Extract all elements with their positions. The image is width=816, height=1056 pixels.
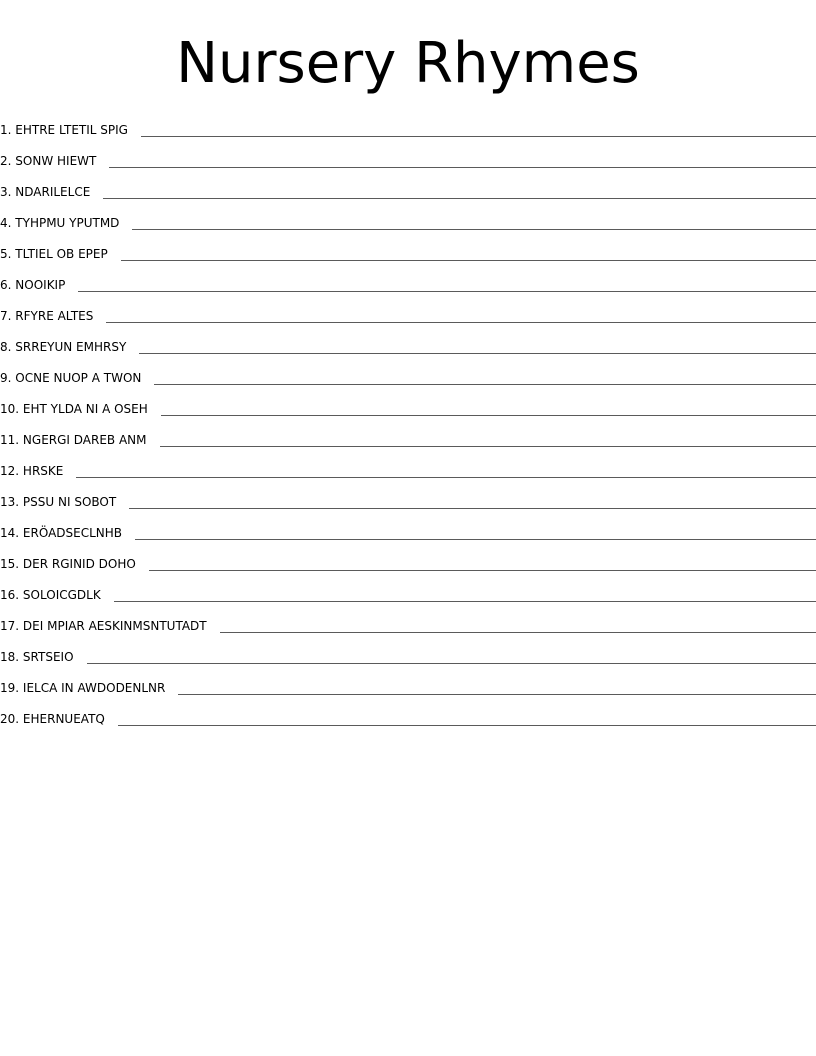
clue-text	[0, 122, 128, 141]
scrambled-word: TYHPMU YPUTMD	[15, 216, 120, 230]
answer-line[interactable]	[149, 556, 816, 571]
clue-text	[0, 153, 96, 172]
answer-line[interactable]	[78, 277, 816, 292]
scrambled-word: DEI MPIAR AESKINMSNTUTADT	[22, 619, 207, 633]
list-item	[0, 482, 816, 513]
item-number: 12 .	[0, 464, 23, 478]
list-item	[0, 420, 816, 451]
page-title: Nursery Rhymes	[176, 31, 640, 96]
list-item	[0, 141, 816, 172]
item-number: 8 .	[0, 340, 15, 354]
item-number: 6 .	[0, 278, 15, 292]
answer-line[interactable]	[160, 432, 816, 447]
item-number: 5 .	[0, 247, 15, 261]
list-item	[0, 606, 816, 637]
item-number: 3 .	[0, 185, 15, 199]
list-item	[0, 296, 816, 327]
item-number: 20 .	[0, 712, 23, 726]
list-item	[0, 699, 816, 730]
answer-line[interactable]	[220, 618, 816, 633]
list-item	[0, 265, 816, 296]
item-number: 1 .	[0, 123, 15, 137]
item-number: 10 .	[0, 402, 23, 416]
item-number: 14 .	[0, 526, 23, 540]
scrambled-word: PSSU NI SOBOT	[22, 495, 117, 509]
clue-text	[0, 525, 122, 544]
answer-line[interactable]	[141, 122, 816, 137]
clue-text	[0, 556, 136, 575]
item-number: 2 .	[0, 154, 15, 168]
item-number: 18 .	[0, 650, 23, 664]
scrambled-word: NGERGI DAREB ANM	[22, 433, 147, 447]
item-number: 4 .	[0, 216, 15, 230]
item-number: 11 .	[0, 433, 23, 447]
scrambled-word: EHTRE LTETIL SPIG	[15, 123, 128, 137]
clue-text	[0, 680, 165, 699]
list-item	[0, 110, 816, 141]
clue-text	[0, 215, 119, 234]
scrambled-word: EHERNUEATQ	[22, 712, 105, 726]
answer-line[interactable]	[178, 680, 816, 695]
answer-line[interactable]	[118, 711, 816, 726]
answer-line[interactable]	[76, 463, 816, 478]
answer-line[interactable]	[103, 184, 816, 199]
scrambled-word: NOOIKIP	[15, 278, 66, 292]
answer-line[interactable]	[135, 525, 816, 540]
answer-line[interactable]	[87, 649, 816, 664]
clue-text	[0, 618, 207, 637]
list-item	[0, 234, 816, 265]
clue-text	[0, 401, 148, 420]
list-item	[0, 389, 816, 420]
list-item	[0, 513, 816, 544]
scrambled-word: OCNE NUOP A TWON	[15, 371, 142, 385]
scrambled-word: EHT YLDA NI A OSEH	[22, 402, 148, 416]
scrambled-word: ERÖADSECLNHB	[22, 526, 123, 540]
answer-line[interactable]	[161, 401, 816, 416]
list-item	[0, 575, 816, 606]
clue-text	[0, 711, 105, 730]
clue-text	[0, 246, 108, 265]
answer-line[interactable]	[154, 370, 816, 385]
clue-text	[0, 339, 126, 358]
clue-text	[0, 587, 101, 606]
list-item	[0, 637, 816, 668]
item-number: 7 .	[0, 309, 15, 323]
answer-line[interactable]	[132, 215, 816, 230]
item-number: 9 .	[0, 371, 15, 385]
scrambled-word: SONW HIEWT	[15, 154, 97, 168]
clue-text	[0, 432, 147, 451]
item-number: 15 .	[0, 557, 23, 571]
item-number: 16 .	[0, 588, 23, 602]
scrambled-word: SRREYUN EMHRSY	[15, 340, 127, 354]
scrambled-word: IELCA IN AWDODENLNR	[22, 681, 166, 695]
scramble-list	[0, 110, 816, 730]
list-item	[0, 544, 816, 575]
answer-line[interactable]	[109, 153, 816, 168]
item-number: 19 .	[0, 681, 23, 695]
list-item	[0, 451, 816, 482]
answer-line[interactable]	[139, 339, 816, 354]
clue-text	[0, 308, 93, 327]
list-item	[0, 358, 816, 389]
scrambled-word: HRSKE	[22, 464, 64, 478]
scrambled-word: RFYRE ALTES	[15, 309, 94, 323]
list-item	[0, 203, 816, 234]
answer-line[interactable]	[121, 246, 816, 261]
list-item	[0, 668, 816, 699]
clue-text	[0, 184, 90, 203]
scrambled-word: NDARILELCE	[15, 185, 91, 199]
item-number: 13 .	[0, 495, 23, 509]
list-item	[0, 327, 816, 358]
clue-text	[0, 494, 116, 513]
scrambled-word: TLTIEL OB EPEP	[15, 247, 108, 261]
answer-line[interactable]	[129, 494, 816, 509]
list-item	[0, 172, 816, 203]
answer-line[interactable]	[106, 308, 816, 323]
clue-text	[0, 277, 65, 296]
answer-line[interactable]	[114, 587, 816, 602]
clue-text	[0, 649, 74, 668]
scrambled-word: SRTSEIO	[22, 650, 74, 664]
scrambled-word: DER RGINID DOHO	[22, 557, 136, 571]
clue-text	[0, 463, 63, 482]
clue-text	[0, 370, 141, 389]
item-number: 17 .	[0, 619, 23, 633]
scrambled-word: SOLOICGDLK	[22, 588, 101, 602]
